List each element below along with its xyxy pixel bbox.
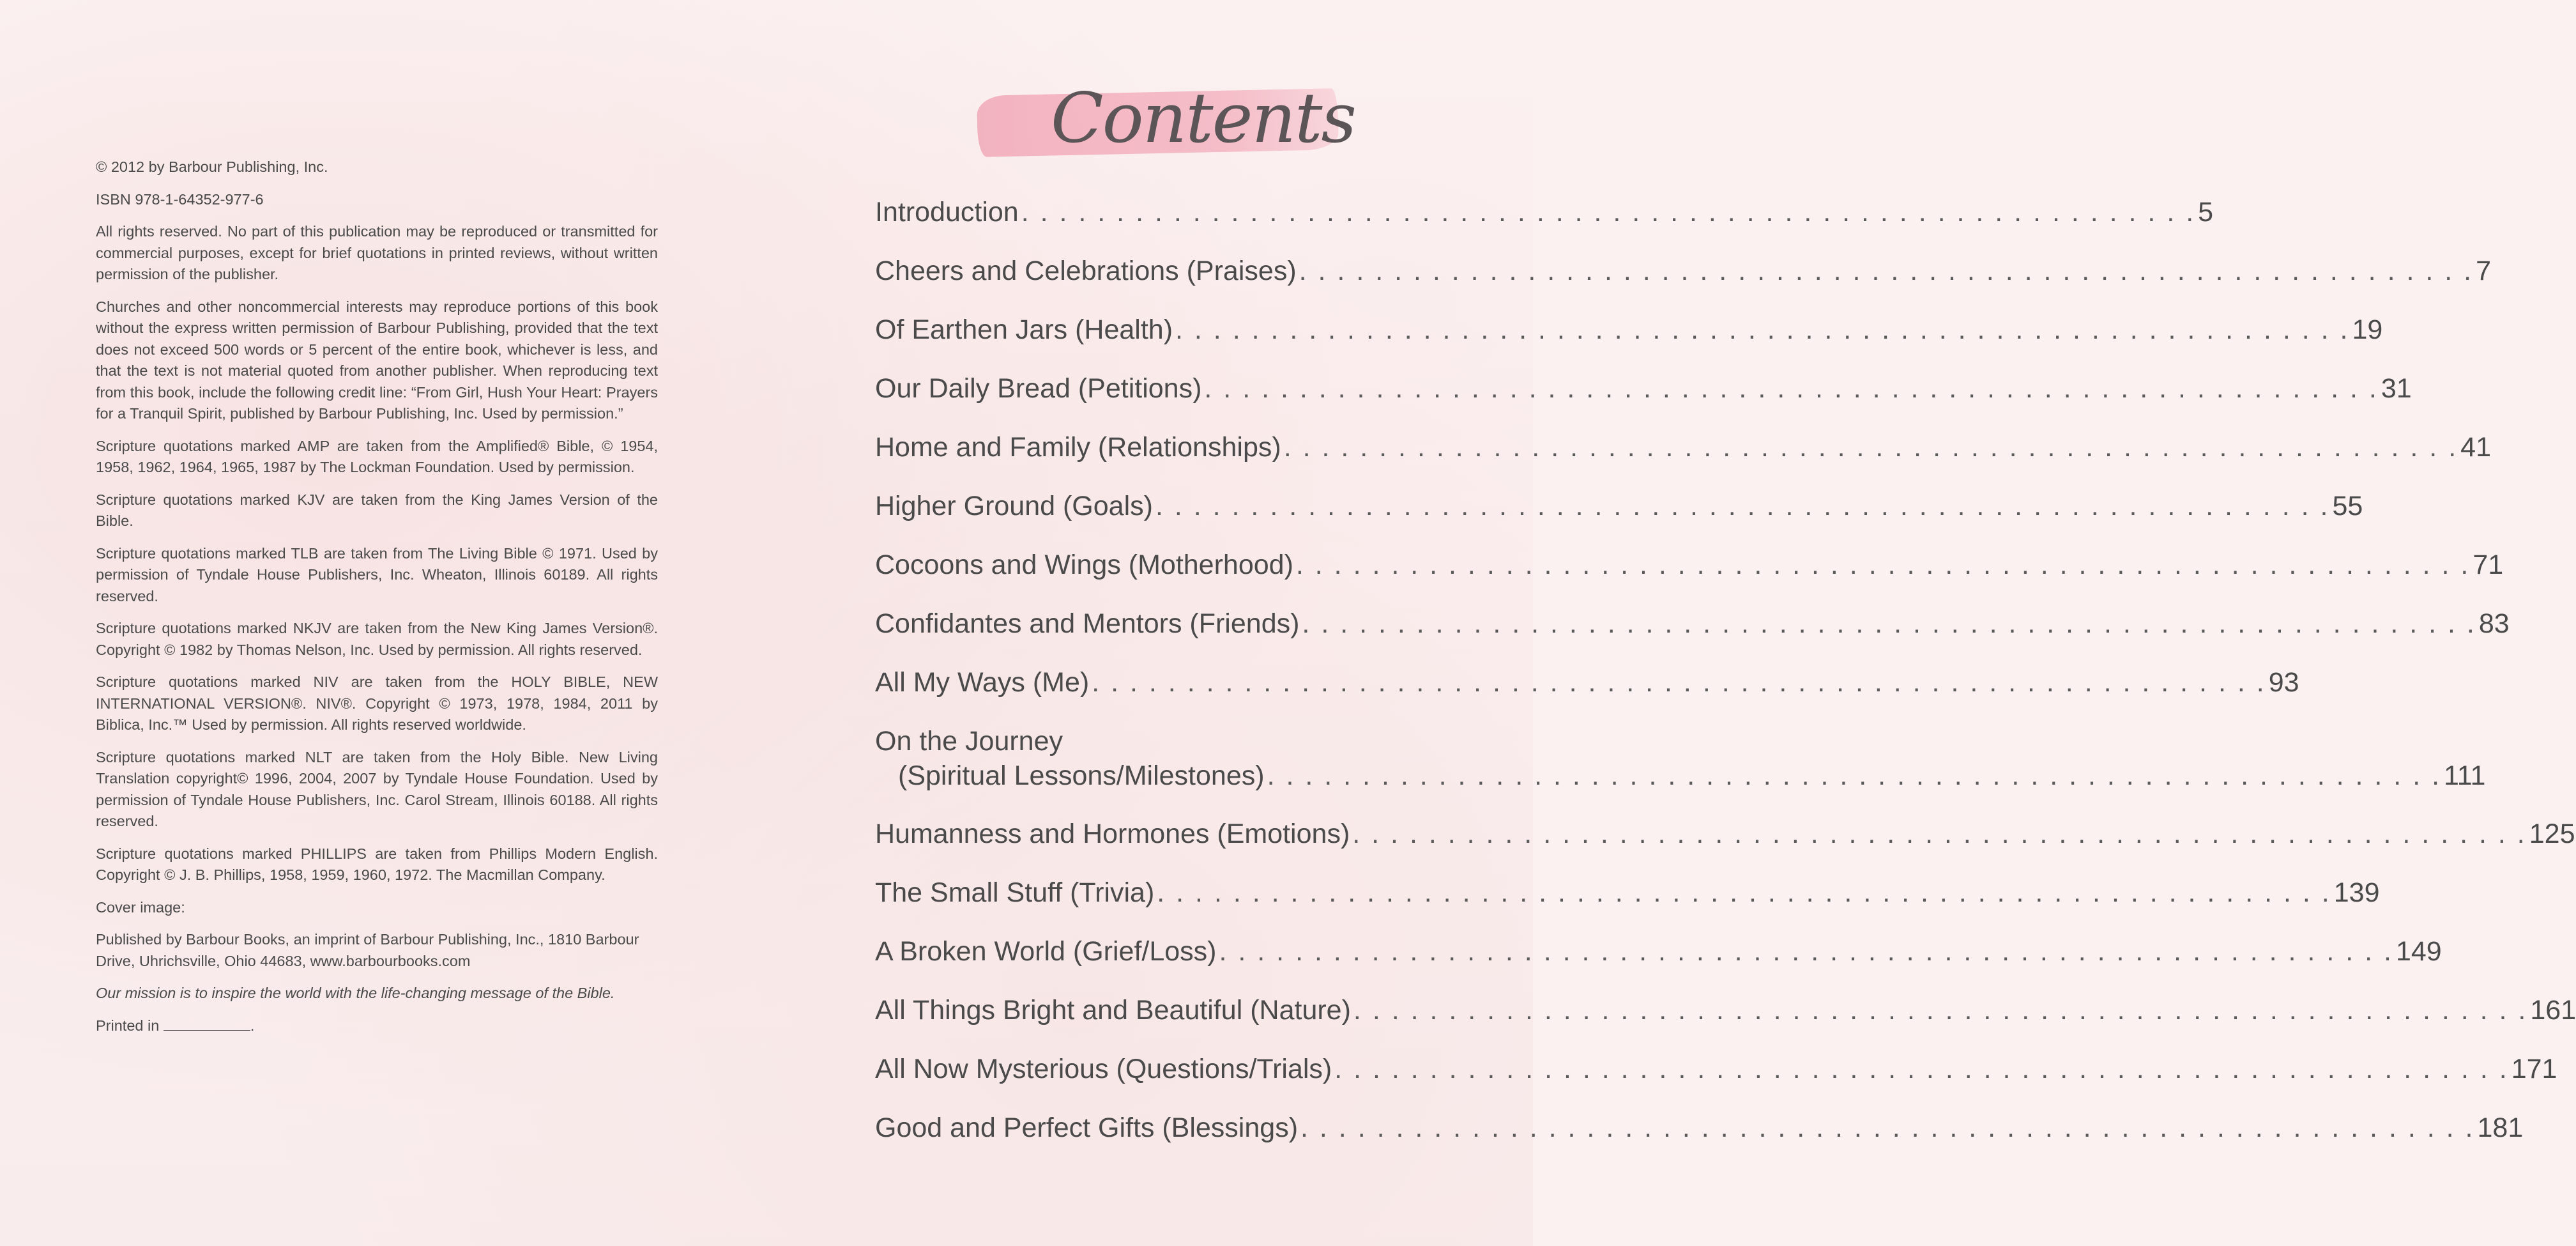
rights-paragraph: All rights reserved. No part of this publication may be reproduced or transmitted for commercial purposes, except for brief quotations in printed reviews, without written permission of the publisher. xyxy=(96,223,658,282)
toc-entry-page: 171 xyxy=(2511,1054,2557,1084)
toc-leader-dots: . . . . . . . . . . . . . . . . . . . . . . . . . . . . . . . . . . . . . . . . . . . . . . . . . . . . . . . . . . . . . . xyxy=(1175,314,2350,345)
toc-entry-title: Introduction xyxy=(875,197,1019,227)
toc-entry[interactable] xyxy=(875,548,2504,606)
scripture-nkjv: Scripture quotations marked NKJV are taken from the New King James Version®. Copyright © 1982 by Thomas Nelson, Inc. Used by permission. All rights reserved. xyxy=(96,620,658,658)
toc-entry-title: Confidantes and Mentors (Friends) xyxy=(875,608,1300,639)
toc-leader-dots: . . . . . . . . . . . . . . . . . . . . . . . . . . . . . . . . . . . . . . . . . . . . . . . . . . . . . . . . . . . . . . xyxy=(1283,432,2458,463)
toc-entry-title: Home and Family (Relationships) xyxy=(875,432,1281,463)
toc-entry-title: All Now Mysterious (Questions/Trials) xyxy=(875,1054,1332,1084)
toc-entry-page: 125 xyxy=(2529,819,2575,849)
cover-image-credit: Cover image: xyxy=(96,898,185,916)
reproduction-paragraph: Churches and other noncommercial interests may reproduce portions of this book without the express written permission of Barbour Publishing, provided that the text does not exceed 500 words or 5 percent of the entire book, whichever is less, and that the text is not material quoted from another publisher. When reproducing text from this book, include the following credit line: “From Girl, Hush Your Heart: Prayers for a Tranquil Spirit, published by Barbour Publishing, Inc. Used by permission.” xyxy=(96,298,658,422)
toc-entry[interactable] xyxy=(875,724,2486,817)
toc-leader-dots: . . . . . . . . . . . . . . . . . . . . . . . . . . . . . . . . . . . . . . . . . . . . . . . . . . . . . . . . . . . . . . xyxy=(1352,819,2527,849)
toc-entry[interactable] xyxy=(875,1052,2557,1111)
printed-in-blank xyxy=(164,1016,250,1031)
toc-entry-page: 31 xyxy=(2381,373,2412,404)
scripture-niv: Scripture quotations marked NIV are taken from the HOLY BIBLE, NEW INTERNATIONAL VERSION®. NIV®. Copyright © 1973, 1978, 1984, 2011 by Biblica, Inc.™ Used by permission. All rights reserved worldwide. xyxy=(96,673,658,733)
toc-entry-title: Good and Perfect Gifts (Blessings) xyxy=(875,1112,1299,1143)
toc-entry[interactable] xyxy=(875,254,2492,312)
scripture-nlt: Scripture quotations marked NLT are taken from the Holy Bible. New Living Translation copyright© 1996, 2004, 2007 by Tyndale House Foundation. Used by permission of Tyndale House Publishers, Inc. Carol Stream, Illinois 60188. All rights reserved. xyxy=(96,748,658,829)
toc-entry[interactable] xyxy=(875,993,2576,1052)
toc-entry-page: 139 xyxy=(2333,877,2380,908)
toc-entry-title: Our Daily Bread (Petitions) xyxy=(875,373,1202,404)
isbn: ISBN 978-1-64352-977-6 xyxy=(96,190,264,208)
toc-entry-title: Humanness and Hormones (Emotions) xyxy=(875,819,1350,849)
toc-entry-page: 19 xyxy=(2352,314,2383,345)
toc-entry-title: Cocoons and Wings (Motherhood) xyxy=(875,550,1293,580)
toc-leader-dots: . . . . . . . . . . . . . . . . . . . . . . . . . . . . . . . . . . . . . . . . . . . . . . . . . . . . . . . . . . . . . . xyxy=(1155,491,2330,521)
printed-in-period: . xyxy=(250,1017,255,1034)
toc-leader-dots: . . . . . . . . . . . . . . . . . . . . . . . . . . . . . . . . . . . . . . . . . . . . . . . . . . . . . . . . . . . . . . xyxy=(1334,1054,2509,1084)
toc-entry-title: All Things Bright and Beautiful (Nature) xyxy=(875,995,1351,1026)
toc-entry-subtitle: (Spiritual Lessons/Milestones) xyxy=(898,760,1265,791)
scripture-kjv: Scripture quotations marked KJV are taken from the King James Version of the Bible. xyxy=(96,491,658,529)
toc-entry[interactable] xyxy=(875,430,2491,489)
toc-leader-dots: . . . . . . . . . . . . . . . . . . . . . . . . . . . . . . . . . . . . . . . . . . . . . . . . . . . . . . . . . . . . . . xyxy=(1299,256,2474,286)
toc-entry[interactable] xyxy=(875,606,2510,665)
toc-entry-page: 149 xyxy=(2395,936,2442,967)
toc-entry-page: 41 xyxy=(2460,432,2491,463)
copyright-notice: © 2012 by Barbour Publishing, Inc. xyxy=(96,158,328,175)
scripture-phillips: Scripture quotations marked PHILLIPS are taken from Phillips Modern English. Copyright © J. B. Phillips, 1958, 1959, 1960, 1972. The Macmillan Company. xyxy=(96,845,658,883)
toc-entry[interactable] xyxy=(875,817,2575,875)
toc-entry-line2 xyxy=(875,758,2486,793)
toc-entry-page: 181 xyxy=(2477,1112,2524,1143)
copyright-page xyxy=(96,157,658,1047)
toc-entry-page: 55 xyxy=(2332,491,2363,521)
toc-entry-title: Cheers and Celebrations (Praises) xyxy=(875,256,1297,286)
toc-leader-dots: . . . . . . . . . . . . . . . . . . . . . . . . . . . . . . . . . . . . . . . . . . . . . . . . . . . . . . . . . . . . . . xyxy=(1092,667,2266,698)
publisher-info: Published by Barbour Books, an imprint of Barbour Publishing, Inc., 1810 Barbour Drive, Uhrichsville, Ohio 44683, www.barbourbooks.com xyxy=(96,931,639,969)
toc-entry-line1 xyxy=(875,724,1427,758)
toc-leader-dots: . . . . . . . . . . . . . . . . . . . . . . . . . . . . . . . . . . . . . . . . . . . . . . . . . . . . . . . . . . . . . . xyxy=(1295,550,2471,580)
mission-statement: Our mission is to inspire the world with the life-changing message of the Bible. xyxy=(96,985,615,1001)
toc-leader-dots: . . . . . . . . . . . . . . . . . . . . . . . . . . . . . . . . . . . . . . . . . . . . . . . . . . . . . . . . . . . . . . xyxy=(1353,995,2528,1026)
toc-entry[interactable] xyxy=(875,312,2383,371)
toc-entry-page: 111 xyxy=(2444,760,2486,791)
toc-entry-page: 83 xyxy=(2478,608,2510,639)
toc-entry-page: 93 xyxy=(2268,667,2299,698)
toc-entry[interactable] xyxy=(875,195,2214,254)
toc-entry-title: All My Ways (Me) xyxy=(875,667,1090,698)
scripture-tlb: Scripture quotations marked TLB are taken from The Living Bible © 1971. Used by permission of Tyndale House Publishers, Inc. Wheaton, Illinois 60189. All rights reserved. xyxy=(96,544,658,604)
toc-entry-page: 7 xyxy=(2476,256,2492,286)
printed-in-label: Printed in xyxy=(96,1017,160,1034)
toc-entry[interactable] xyxy=(875,665,2299,724)
toc-entry-title: On the Journey xyxy=(875,726,1063,757)
toc-entry-title: Of Earthen Jars (Health) xyxy=(875,314,1173,345)
toc-entry[interactable] xyxy=(875,489,2363,548)
toc-leader-dots: . . . . . . . . . . . . . . . . . . . . . . . . . . . . . . . . . . . . . . . . . . . . . . . . . . . . . . . . . . . . . . xyxy=(1267,760,2442,791)
toc-entry-title: A Broken World (Grief/Loss) xyxy=(875,936,1217,967)
toc-leader-dots: . . . . . . . . . . . . . . . . . . . . . . . . . . . . . . . . . . . . . . . . . . . . . . . . . . . . . . . . . . . . . . xyxy=(1204,373,2379,404)
toc-entry[interactable] xyxy=(875,875,2380,934)
toc-entry[interactable] xyxy=(875,934,2442,993)
toc-entry-page: 71 xyxy=(2473,550,2504,580)
toc-leader-dots: . . . . . . . . . . . . . . . . . . . . . . . . . . . . . . . . . . . . . . . . . . . . . . . . . . . . . . . . . . . . . . xyxy=(1021,197,2196,227)
toc-entry-title: Higher Ground (Goals) xyxy=(875,491,1153,521)
contents-heading xyxy=(977,77,1355,166)
table-of-contents xyxy=(875,195,2576,1169)
toc-leader-dots: . . . . . . . . . . . . . . . . . . . . . . . . . . . . . . . . . . . . . . . . . . . . . . . . . . . . . . . . . . . . . . xyxy=(1302,608,2476,639)
toc-leader-dots: . . . . . . . . . . . . . . . . . . . . . . . . . . . . . . . . . . . . . . . . . . . . . . . . . . . . . . . . . . . . . . xyxy=(1219,936,2393,967)
toc-entry-page: 5 xyxy=(2198,197,2214,227)
toc-entry[interactable] xyxy=(875,1111,2524,1169)
toc-entry-title: The Small Stuff (Trivia) xyxy=(875,877,1155,908)
contents-title: Contents xyxy=(1051,79,1355,158)
toc-leader-dots: . . . . . . . . . . . . . . . . . . . . . . . . . . . . . . . . . . . . . . . . . . . . . . . . . . . . . . . . . . . . . . xyxy=(1157,877,2331,908)
scripture-amp: Scripture quotations marked AMP are taken from the Amplified® Bible, © 1954, 1958, 1962, 1964, 1965, 1987 by The Lockman Foundation. Used by permission. xyxy=(96,437,658,475)
toc-entry-page: 161 xyxy=(2530,995,2576,1026)
printed-in xyxy=(96,1015,658,1037)
toc-entry[interactable] xyxy=(875,371,2412,430)
toc-leader-dots: . . . . . . . . . . . . . . . . . . . . . . . . . . . . . . . . . . . . . . . . . . . . . . . . . . . . . . . . . . . . . . xyxy=(1300,1112,2475,1143)
